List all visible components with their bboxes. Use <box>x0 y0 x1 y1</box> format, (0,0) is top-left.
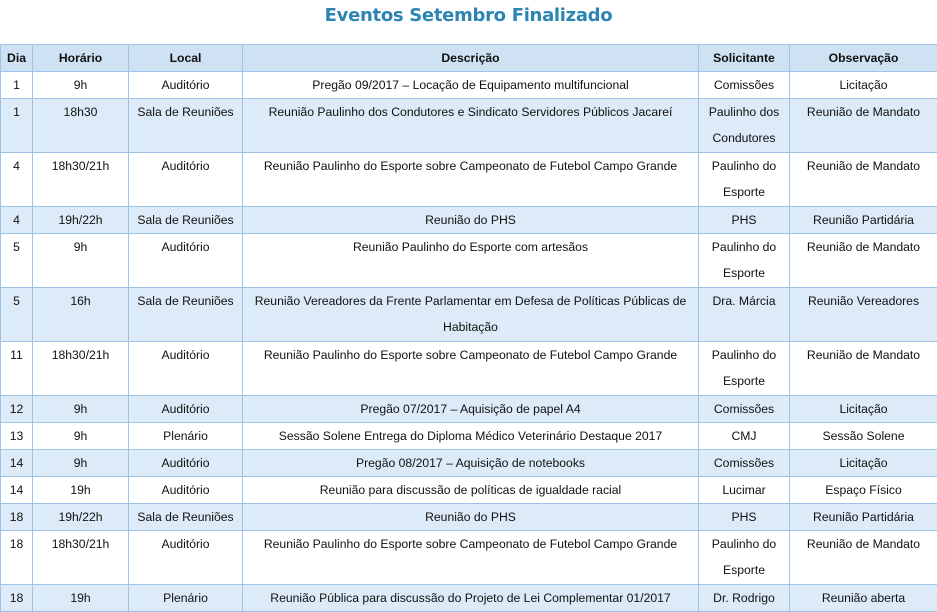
cell-horario: 18h30 <box>33 99 129 153</box>
cell-dia: 14 <box>1 477 33 504</box>
table-row <box>1 207 937 234</box>
cell-descricao: Pregão 09/2017 – Locação de Equipamento multifuncional <box>243 72 699 99</box>
cell-dia: 4 <box>1 153 33 207</box>
table-row <box>1 342 937 396</box>
cell-observacao: Licitação <box>790 450 937 477</box>
cell-local: Auditório <box>129 234 243 288</box>
cell-horario: 9h <box>33 234 129 288</box>
cell-horario: 19h <box>33 585 129 612</box>
table-row <box>1 585 937 612</box>
cell-observacao: Sessão Solene <box>790 423 937 450</box>
cell-observacao: Reunião de Mandato <box>790 234 937 288</box>
cell-horario: 19h/22h <box>33 207 129 234</box>
header-horario: Horário <box>33 45 129 72</box>
table-row <box>1 288 937 342</box>
events-table <box>0 44 937 612</box>
cell-descricao: Reunião do PHS <box>243 207 699 234</box>
cell-local: Auditório <box>129 477 243 504</box>
table-row <box>1 72 937 99</box>
cell-descricao: Reunião Paulinho do Esporte sobre Campeonato de Futebol Campo Grande <box>243 531 699 585</box>
cell-horario: 16h <box>33 288 129 342</box>
cell-local: Auditório <box>129 153 243 207</box>
cell-dia: 5 <box>1 234 33 288</box>
cell-solicitante: CMJ <box>699 423 790 450</box>
table-row <box>1 99 937 153</box>
cell-solicitante: Paulinho do Esporte <box>699 234 790 288</box>
cell-descricao: Sessão Solene Entrega do Diploma Médico Veterinário Destaque 2017 <box>243 423 699 450</box>
cell-dia: 12 <box>1 396 33 423</box>
table-row <box>1 234 937 288</box>
cell-observacao: Licitação <box>790 72 937 99</box>
cell-dia: 18 <box>1 585 33 612</box>
cell-observacao: Espaço Físico <box>790 477 937 504</box>
table-row <box>1 504 937 531</box>
cell-descricao: Reunião Paulinho do Esporte com artesãos <box>243 234 699 288</box>
cell-horario: 9h <box>33 396 129 423</box>
cell-dia: 11 <box>1 342 33 396</box>
cell-horario: 18h30/21h <box>33 531 129 585</box>
cell-observacao: Reunião Vereadores <box>790 288 937 342</box>
cell-horario: 18h30/21h <box>33 153 129 207</box>
cell-dia: 1 <box>1 72 33 99</box>
cell-observacao: Reunião de Mandato <box>790 531 937 585</box>
table-row <box>1 450 937 477</box>
cell-observacao: Reunião de Mandato <box>790 153 937 207</box>
cell-horario: 9h <box>33 72 129 99</box>
cell-dia: 18 <box>1 531 33 585</box>
cell-local: Sala de Reuniões <box>129 288 243 342</box>
table-row <box>1 423 937 450</box>
cell-solicitante: Dra. Márcia <box>699 288 790 342</box>
cell-solicitante: Paulinho dos Condutores <box>699 99 790 153</box>
cell-solicitante: Comissões <box>699 72 790 99</box>
cell-local: Auditório <box>129 72 243 99</box>
cell-solicitante: Comissões <box>699 396 790 423</box>
cell-horario: 9h <box>33 423 129 450</box>
cell-descricao: Reunião Vereadores da Frente Parlamentar em Defesa de Políticas Públicas de Habitação <box>243 288 699 342</box>
cell-local: Sala de Reuniões <box>129 504 243 531</box>
cell-observacao: Reunião Partidária <box>790 504 937 531</box>
cell-local: Sala de Reuniões <box>129 99 243 153</box>
header-dia: Dia <box>1 45 33 72</box>
cell-solicitante: Paulinho do Esporte <box>699 342 790 396</box>
cell-dia: 14 <box>1 450 33 477</box>
table-row <box>1 531 937 585</box>
cell-local: Auditório <box>129 531 243 585</box>
page-title: Eventos Setembro Finalizado <box>0 5 937 26</box>
cell-dia: 4 <box>1 207 33 234</box>
cell-dia: 13 <box>1 423 33 450</box>
cell-observacao: Reunião de Mandato <box>790 99 937 153</box>
cell-horario: 9h <box>33 450 129 477</box>
cell-descricao: Reunião do PHS <box>243 504 699 531</box>
cell-local: Plenário <box>129 423 243 450</box>
cell-solicitante: Lucimar <box>699 477 790 504</box>
cell-local: Sala de Reuniões <box>129 207 243 234</box>
cell-horario: 18h30/21h <box>33 342 129 396</box>
cell-descricao: Pregão 08/2017 – Aquisição de notebooks <box>243 450 699 477</box>
cell-descricao: Pregão 07/2017 – Aquisição de papel A4 <box>243 396 699 423</box>
header-solicitante: Solicitante <box>699 45 790 72</box>
cell-solicitante: Paulinho do Esporte <box>699 531 790 585</box>
cell-solicitante: PHS <box>699 207 790 234</box>
cell-horario: 19h <box>33 477 129 504</box>
cell-solicitante: Comissões <box>699 450 790 477</box>
header-observacao: Observação <box>790 45 937 72</box>
cell-dia: 18 <box>1 504 33 531</box>
table-row <box>1 477 937 504</box>
cell-descricao: Reunião Paulinho do Esporte sobre Campeonato de Futebol Campo Grande <box>243 342 699 396</box>
table-row <box>1 153 937 207</box>
cell-dia: 1 <box>1 99 33 153</box>
cell-descricao: Reunião Paulinho do Esporte sobre Campeonato de Futebol Campo Grande <box>243 153 699 207</box>
cell-local: Auditório <box>129 342 243 396</box>
cell-observacao: Licitação <box>790 396 937 423</box>
header-local: Local <box>129 45 243 72</box>
cell-solicitante: Dr. Rodrigo <box>699 585 790 612</box>
cell-observacao: Reunião aberta <box>790 585 937 612</box>
cell-dia: 5 <box>1 288 33 342</box>
cell-observacao: Reunião de Mandato <box>790 342 937 396</box>
cell-descricao: Reunião Pública para discussão do Projeto de Lei Complementar 01/2017 <box>243 585 699 612</box>
cell-solicitante: PHS <box>699 504 790 531</box>
cell-solicitante: Paulinho do Esporte <box>699 153 790 207</box>
header-descricao: Descrição <box>243 45 699 72</box>
cell-descricao: Reunião para discussão de políticas de igualdade racial <box>243 477 699 504</box>
cell-local: Auditório <box>129 450 243 477</box>
cell-horario: 19h/22h <box>33 504 129 531</box>
cell-local: Plenário <box>129 585 243 612</box>
header-row <box>1 45 937 72</box>
cell-observacao: Reunião Partidária <box>790 207 937 234</box>
table-row <box>1 396 937 423</box>
cell-descricao: Reunião Paulinho dos Condutores e Sindicato Servidores Públicos Jacareí <box>243 99 699 153</box>
cell-local: Auditório <box>129 396 243 423</box>
